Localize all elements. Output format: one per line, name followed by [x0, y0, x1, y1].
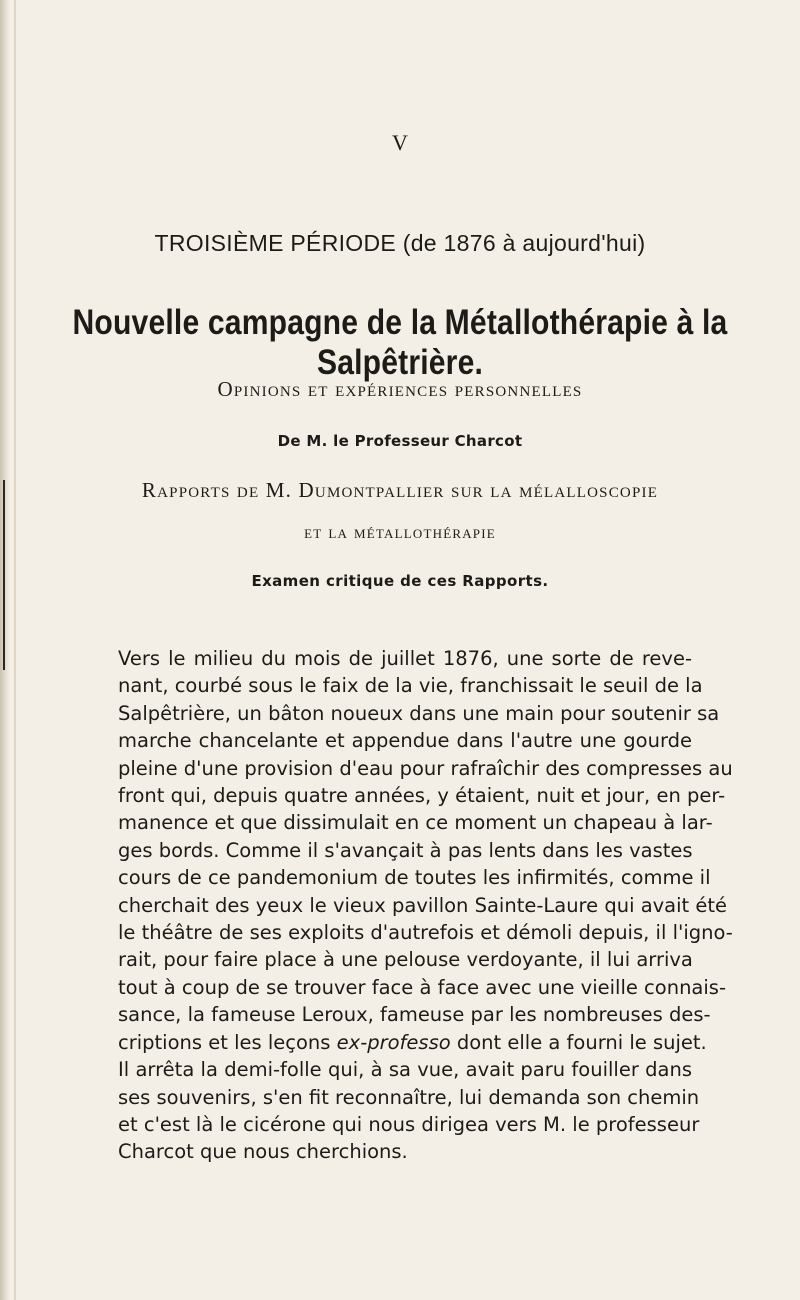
text-line: manence et que dissimulait en ce moment un chapeau à lar- — [118, 811, 713, 835]
page-binding-shadow — [14, 0, 16, 1300]
text-line: ses souvenirs, s'en fit reconnaître, lui demanda son chemin — [118, 1085, 700, 1109]
text-line: criptions et les leçons ex-professo dont elle a fourni le sujet. — [118, 1030, 707, 1054]
body-paragraph — [118, 645, 733, 1166]
page-binding-edge — [0, 0, 10, 1300]
text-line: front qui, depuis quatre années, y étaient, nuit et jour, en per- — [118, 784, 726, 808]
text-line: tout à coup de se trouver face à face avec une vieille connais- — [118, 975, 726, 999]
text-line: marche chancelante et appendue dans l'autre une gourde — [118, 729, 692, 753]
latin-phrase: ex-professo — [336, 1030, 451, 1054]
text-line: cherchait des yeux le vieux pavillon Sainte-Laure qui avait été — [118, 893, 728, 917]
text-line: et c'est là le cicérone qui nous dirigea vers M. le professeur — [118, 1112, 700, 1136]
text-line: sance, la fameuse Leroux, fameuse par les nombreuses des- — [118, 1003, 711, 1027]
text-line: Vers le milieu du mois de juillet 1876, une sorte de reve- — [118, 647, 692, 670]
text-line: Charcot que nous cherchions. — [118, 1140, 408, 1164]
chapter-title: Nouvelle campagne de la Métallothérapie à la Salpêtrière. — [72, 303, 728, 382]
text-line: ges bords. Comme il s'avançait à pas lents dans les vastes — [118, 838, 693, 862]
subheading-opinions: Opinions et expériences personnelles — [217, 377, 583, 401]
period-heading: TROISIÈME PÉRIODE (de 1876 à aujourd'hui) — [154, 230, 646, 256]
subheading-rapports: Rapports de M. Dumontpallier sur la mélalloscopie — [141, 478, 659, 502]
text-line: rait, pour faire place à une pelouse verdoyante, il lui arriva — [118, 948, 693, 972]
subheading-metallotherapie: et la métallothérapie — [304, 522, 496, 543]
text-line: pleine d'une provision d'eau pour rafraîchir des compresses au — [118, 756, 733, 780]
chapter-folio: V — [392, 130, 408, 155]
text-line: Il arrêta la demi-folle qui, à sa vue, avait paru fouiller dans — [118, 1058, 692, 1082]
text-line: cours de ce pandemonium de toutes les infirmités, comme il — [118, 866, 711, 890]
text-line: Salpêtrière, un bâton noueux dans une main pour soutenir sa — [118, 701, 720, 725]
text-line: le théâtre de ses exploits d'autrefois et démoli depuis, il l'igno- — [118, 921, 733, 945]
subheading-charcot: De M. le Professeur Charcot — [277, 432, 523, 450]
subheading-examen: Examen critique de ces Rapports. — [251, 572, 549, 590]
text-line: nant, courbé sous le faix de la vie, franchissait le seuil de la — [118, 674, 703, 698]
